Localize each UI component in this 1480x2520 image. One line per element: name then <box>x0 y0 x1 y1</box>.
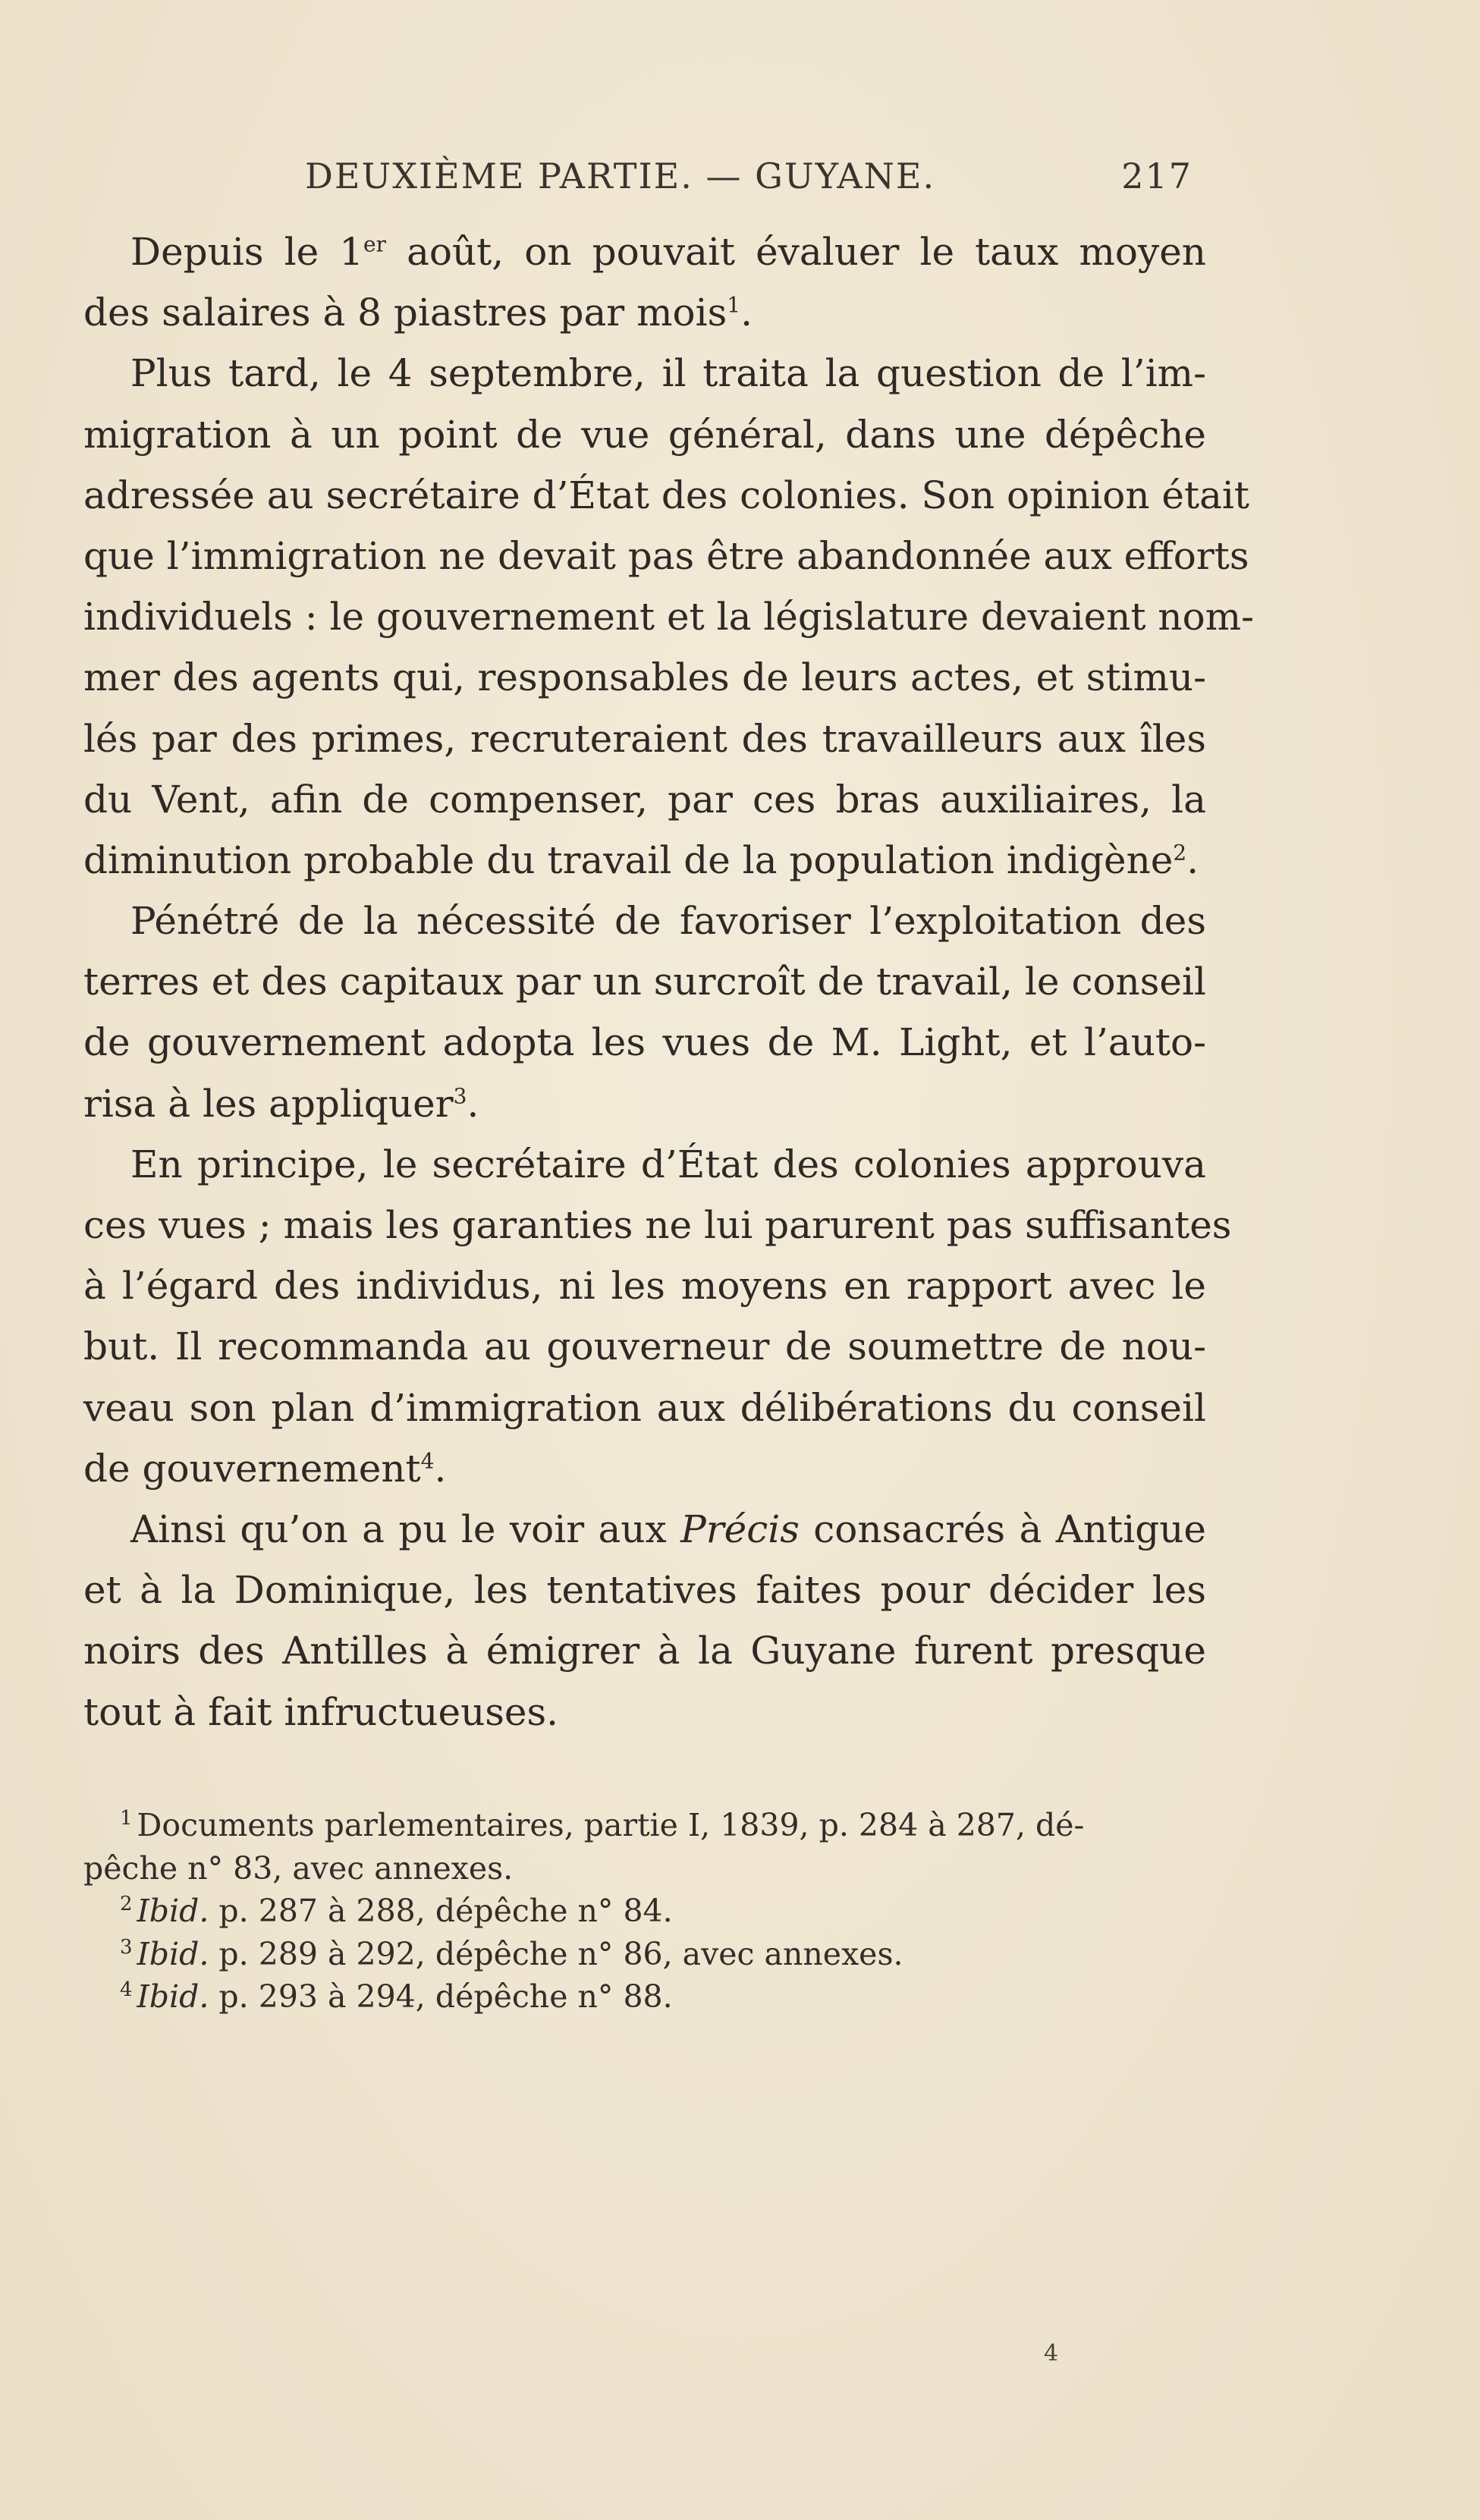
footnote-reference: 3 <box>453 1082 467 1108</box>
text-line <box>83 465 1250 526</box>
text-line <box>83 404 1206 465</box>
text-run: individuels : le gouvernement et la législature devaient nom- <box>83 595 1255 639</box>
footnote-line <box>83 1847 1206 1890</box>
text-run: migration à un point de vue général, dans une dépêche <box>83 412 1206 457</box>
text-run: août, on pouvait évaluer le taux moyen <box>386 230 1207 274</box>
footnote-marker: 2 <box>120 1893 133 1916</box>
text-line <box>83 282 1206 343</box>
signature-mark: 4 <box>1044 2340 1059 2367</box>
text-line <box>83 1195 1232 1255</box>
running-header <box>305 156 1192 209</box>
footnote-ibid: Ibid. <box>137 1935 209 1972</box>
text-run: consacrés à Antigue <box>799 1507 1206 1551</box>
text-run: ces vues ; mais les garanties ne lui parurent pas suffisantes <box>83 1203 1232 1247</box>
footnote-line <box>83 1975 1206 2019</box>
italic-title: Précis <box>680 1507 800 1551</box>
text-line <box>83 951 1206 1012</box>
footnote-text: p. 289 à 292, dépêche n° 86, avec annexes. <box>209 1935 903 1972</box>
text-run: noirs des Antilles à émigrer à la Guyane furent presque <box>83 1629 1206 1673</box>
page-number: 217 <box>1121 156 1192 196</box>
text-run: mer des agents qui, responsables de leurs actes, et stimu- <box>83 655 1206 700</box>
text-line <box>83 1682 1206 1742</box>
text-run: du Vent, afin de compenser, par ces bras auxiliaires, la <box>83 777 1206 822</box>
text-line <box>83 1255 1206 1316</box>
text-run: lés par des primes, recruteraient des travailleurs aux îles <box>83 716 1206 761</box>
text-run: . <box>434 1446 447 1491</box>
text-run: . <box>1186 837 1199 882</box>
text-run: veau son plan d’immigration aux délibérations du conseil <box>83 1385 1206 1430</box>
footnote-reference: 1 <box>727 292 741 318</box>
text-run: tout à fait infructueuses. <box>83 1689 559 1734</box>
text-line <box>83 222 1206 282</box>
text-line <box>83 1620 1206 1681</box>
text-line <box>83 709 1206 769</box>
text-run: et à la Dominique, les tentatives faites pour décider les <box>83 1568 1206 1613</box>
text-line <box>83 526 1249 586</box>
footnote-line <box>83 1933 1206 1976</box>
text-run: Pénétré de la nécessité de favoriser l’exploitation des <box>130 899 1206 944</box>
running-title: DEUXIÈME PARTIE. — GUYANE. <box>305 156 936 196</box>
text-run: adressée au secrétaire d’État des colonies. Son opinion était <box>83 473 1250 517</box>
footnote-line <box>83 1804 1206 1847</box>
text-line <box>83 1012 1206 1073</box>
text-line <box>83 830 1206 891</box>
footnote-reference: 4 <box>420 1448 435 1474</box>
text-line <box>83 586 1255 647</box>
text-run: . <box>740 291 753 335</box>
footnote-ibid: Ibid. <box>137 1893 209 1929</box>
text-run: terres et des capitaux par un surcroît de travail, le conseil <box>83 960 1206 1004</box>
text-line <box>83 343 1206 404</box>
footnote-marker: 4 <box>120 1978 133 2002</box>
text-run: Depuis le 1 <box>130 230 364 274</box>
text-line <box>83 647 1206 708</box>
text-line <box>83 1499 1206 1560</box>
text-run: de gouvernement <box>83 1446 421 1491</box>
text-line <box>83 1378 1206 1438</box>
footnote-marker: 1 <box>120 1807 133 1830</box>
text-run: . <box>467 1081 479 1126</box>
text-run: Ainsi qu’on a pu le voir aux <box>130 1507 681 1551</box>
text-line <box>83 1073 1206 1134</box>
text-run: En principe, le secrétaire d’État des colonies approuva <box>130 1142 1206 1186</box>
footnote-text: p. 293 à 294, dépêche n° 88. <box>209 1978 673 2015</box>
text-line <box>83 1438 1206 1499</box>
text-run: Plus tard, le 4 septembre, il traita la question de l’im- <box>130 351 1206 396</box>
text-run: de gouvernement adopta les vues de M. Light, et l’auto- <box>83 1020 1206 1065</box>
footnote-text: p. 287 à 288, dépêche n° 84. <box>209 1893 673 1929</box>
text-run: but. Il recommanda au gouverneur de soumettre de nou- <box>83 1324 1206 1369</box>
text-line <box>83 1134 1206 1195</box>
text-run: diminution probable du travail de la population indigène <box>83 837 1174 882</box>
text-run: que l’immigration ne devait pas être abandonnée aux efforts <box>83 533 1249 578</box>
footnote-reference: 2 <box>1173 840 1187 866</box>
text-run: des salaires à 8 piastres par mois <box>83 291 727 335</box>
text-line <box>83 1316 1206 1377</box>
footnote-reference: er <box>363 231 387 257</box>
main-text <box>83 222 1255 1742</box>
text-line <box>83 1560 1206 1620</box>
footnote-ibid: Ibid. <box>137 1978 209 2015</box>
text-run: risa à les appliquer <box>83 1081 454 1126</box>
footnotes <box>83 1804 1206 2019</box>
footnote-text: Documents parlementaires, partie I, 1839, p. 284 à 287, dé- <box>137 1807 1085 1843</box>
text-run: à l’égard des individus, ni les moyens en rapport avec le <box>83 1264 1206 1309</box>
text-line <box>83 769 1206 830</box>
text-line <box>83 891 1206 951</box>
footnote-line <box>83 1890 1206 1933</box>
footnote-text: pêche n° 83, avec annexes. <box>83 1849 514 1887</box>
footnote-marker: 3 <box>120 1935 133 1959</box>
